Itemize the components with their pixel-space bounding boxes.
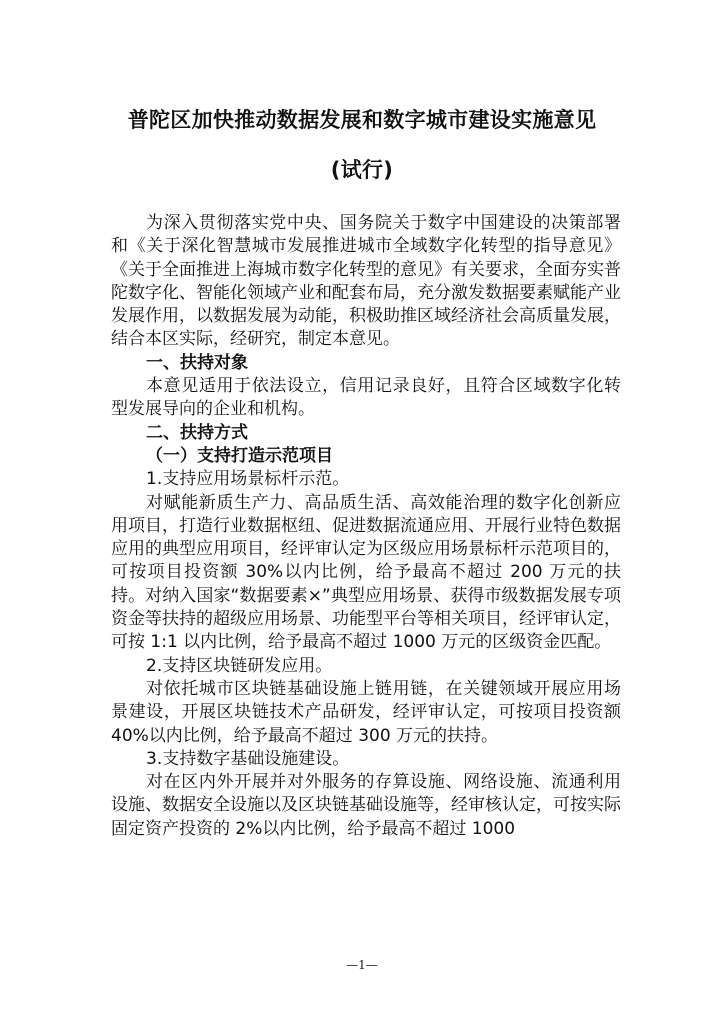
document-body	[111, 212, 621, 841]
subsection-heading-demo-projects: （一）支持打造示范项目	[146, 445, 333, 466]
intro-paragraph: 为深入贯彻落实党中央、国务院关于数字中国建设的决策部署和《关于深化智慧城市发展推进城市全域数字化转型的指导意见》《关于全面推进上海城市数字化转型的意见》有关要求，全面夯实普陀数字化、智能化领域产业和配套布局，充分激发数据要素赋能产业发展作用，以数据发展为动能，积极助推区域经济社会高质量发展，结合本区实际，经研究，制定本意见。	[111, 213, 621, 350]
page-number: —1—	[346, 958, 378, 972]
item-heading-blockchain: 2.支持区块链研发应用。	[146, 655, 333, 676]
paragraph-support-targets: 本意见适用于依法设立，信用记录良好，且符合区域数字化转型发展导向的企业和机构。	[111, 376, 621, 420]
item-heading-digital-infrastructure: 3.支持数字基础设施建设。	[146, 748, 350, 769]
item-heading-application-scenarios: 1.支持应用场景标杆示范。	[146, 469, 350, 490]
document-title: 普陀区加快推动数据发展和数字城市建设实施意见	[127, 108, 597, 132]
section-heading-support-methods: 二、扶持方式	[146, 422, 248, 443]
paragraph-digital-infrastructure: 对在区内外开展并对外服务的存算设施、网络设施、流通利用设施、数据安全设施以及区块链基础设施等，经审核认定，可按实际固定资产投资的 2%以内比例，给予最高不超过 1000	[111, 772, 621, 839]
paragraph-blockchain: 对依托城市区块链基础设施上链用链，在关键领域开展应用场景建设，开展区块链技术产品研发，经评审认定，可按项目投资额 40%以内比例，给予最高不超过 300 万元的扶持。	[111, 678, 621, 746]
section-heading-support-targets: 一、扶持对象	[146, 352, 248, 373]
document-subtitle: (试行)	[330, 158, 394, 182]
paragraph-application-scenarios: 对赋能新质生产力、高品质生活、高效能治理的数字化创新应用项目，打造行业数据枢纽、促进数据流通应用、开展行业特色数据应用的典型应用项目，经评审认定为区级应用场景标杆示范项目的，可按项目投资额 30%以内比例，给予最高不超过 200 万元的扶持。对纳入国家“数据要素×”典型应用场景、获得市级数据发展专项资金等扶持的超级应用场景、功能型平台等相关项目，经评审认定，可按 1:1 以内比例，给予最高不超过 1000 万元的区级资金匹配。	[111, 492, 621, 653]
